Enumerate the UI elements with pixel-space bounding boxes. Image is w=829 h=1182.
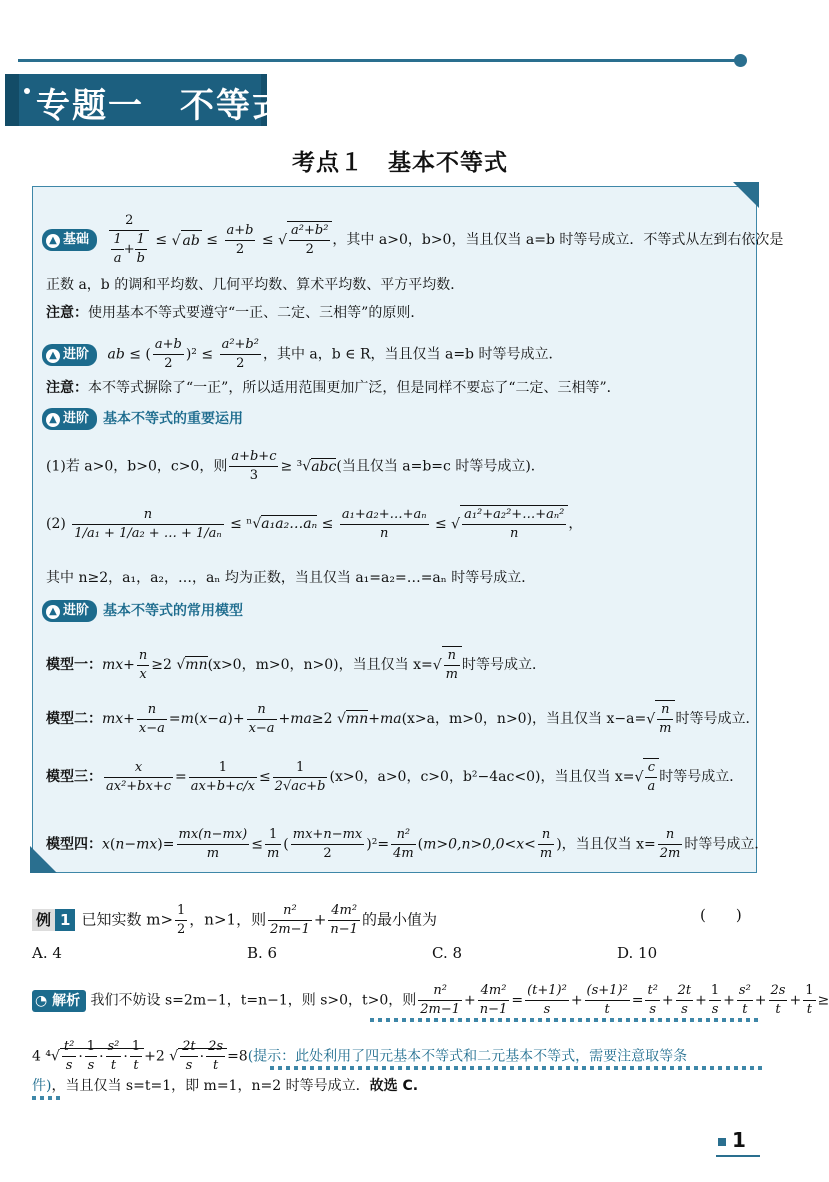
option-a: A. 4 xyxy=(32,944,62,962)
model-3-end: 时等号成立． xyxy=(659,769,744,785)
model-4-label: 模型四： xyxy=(46,836,102,853)
example-text-pre: 已知实数 m> xyxy=(81,910,174,929)
advanced-badge: ▲ 进阶 xyxy=(42,344,97,366)
item-2-prefix: (2) xyxy=(46,516,66,532)
item-1: (1)若 a>0，b>0，c>0，则 $\frac{a+b+c}{3}$ ≥ ³√abc(当且仅当 a=b=c 时等号成立)． xyxy=(46,449,545,483)
advanced-badge-3: ▲ 进阶 xyxy=(42,600,97,622)
example-text-mid: ，n>1，则 xyxy=(189,910,267,929)
model-4-end: 时等号成立． xyxy=(684,836,769,853)
emphasis-wave-3 xyxy=(32,1096,62,1100)
model-1: 模型一：mx+ $\frac{n}{x}$ ≥2 √mn(x>0，m>0，n>0)，当且仅当 x=√ $\frac{n}{m}$ 时等号成立． xyxy=(46,647,546,682)
chart-icon: ◔ xyxy=(35,992,53,1009)
item-1-prefix: (1)若 a>0，b>0，c>0，则 xyxy=(46,458,228,475)
emphasis-wave-1 xyxy=(370,1018,762,1022)
model-2: 模型二：mx+ $\frac{n}{x-a}$ =m(x−a)+ $\frac{n}{x-a}$ +ma≥2 √mn+ma(x>a，m>0，n>0)，当且仅当 x−a=√ $\frac{n}{m}$ 时等号成立． xyxy=(46,701,760,736)
item-2: (2) $\frac{n}{\text{1/a₁ + 1/a₂ + … + 1/aₙ}}$ ≤ ⁿ√a₁a₂…aₙ ≤ $\frac{\text{a₁+a₂+…+aₙ}}{n}$ ≤ √ $\frac{\text{a₁²+a₂²+…+aₙ²}}{n}$ ， xyxy=(46,506,583,541)
note-1 xyxy=(46,303,424,323)
basic-formula-line: ▲ 基础 2 $\frac{1}{a}$ + $\frac{1}{b}$ ≤ √ ab ≤ $\frac{a+b}{2}$ ≤ √ $\frac{\text{a²+b²}}{2}$ ，其中 a>0，b>0，当且仅当 a=b 时等号成立．不等式从左到右依次是 xyxy=(42,212,783,268)
item-1-suffix: (当且仅当 a=b=c 时等号成立)． xyxy=(336,458,545,475)
example-label: 例 xyxy=(32,909,55,931)
solution-hint: (提示：此处利用了四元基本不等式和二元基本不等式，需要注意取等条 xyxy=(247,1048,688,1065)
tag-icon: ▲ xyxy=(46,413,60,427)
model-4: 模型四：x(n−mx)= $\frac{mx(n-mx)}{m}$ ≤ $\frac{1}{m}$ ( $\frac{mx+n-mx}{2}$ )²= $\frac{\text{n²}}{4m}$ (m>0,n>0,0<x< $\frac{n}{m}$ )，当且仅当 x= $\frac{n}{2m}$ 时等号成立． xyxy=(46,827,769,861)
page-number: 1 xyxy=(732,1128,746,1152)
box-corner-top-right xyxy=(733,182,759,208)
model-1-text: (x>0，m>0，n>0)，当且仅当 x= xyxy=(207,657,433,673)
topic-title: 考点１ 基本不等式 xyxy=(292,150,508,176)
example-number: 1 xyxy=(55,909,75,931)
tag-icon: ▲ xyxy=(46,349,60,363)
page-number-marker xyxy=(718,1138,726,1146)
basic-text: ，其中 a>0，b>0，当且仅当 a=b 时等号成立．不等式从左到右依次是 xyxy=(332,232,784,248)
solution-text-1: 我们不妨设 s=2m−1，t=n−1，则 s>0，t>0，则 xyxy=(90,992,417,1009)
solution-hint-2: 件) xyxy=(32,1078,52,1094)
model-3-text: (x>0，a>0，c>0，b²−4ac<0)，当且仅当 x= xyxy=(329,769,635,785)
solution-answer: 故选 C. xyxy=(369,1078,419,1094)
advanced-3-heading xyxy=(42,600,243,622)
emphasis-wave-2 xyxy=(270,1066,762,1070)
note-2 xyxy=(46,378,621,398)
solution-badge: ◔ 解析 xyxy=(32,990,86,1012)
model-2-text: (x>a，m>0，n>0)，当且仅当 x−a= xyxy=(401,711,647,727)
advanced-text: ，其中 a，b ∈ R，当且仅当 a=b 时等号成立． xyxy=(262,346,563,363)
model-1-end: 时等号成立． xyxy=(461,657,546,673)
model-3-label: 模型三： xyxy=(46,769,102,785)
example-text-end: 的最小值为 xyxy=(361,910,437,929)
option-b: B. 6 xyxy=(247,944,278,962)
solution-conclusion: ，当且仅当 s=t=1，即 m=1，n=2 时等号成立． xyxy=(51,1078,370,1094)
page-number-rule xyxy=(716,1155,760,1157)
chapter-title: 专题一 不等式 xyxy=(36,86,288,126)
advanced-badge-2: ▲ 进阶 xyxy=(42,408,97,430)
advanced-formula-line: ▲ 进阶 ab ≤ ( $\frac{a+b}{2}$ )² ≤ $\frac{\text{a²+b²}}{2}$ ，其中 a，b ∈ R，当且仅当 a=b 时等号成立． xyxy=(42,336,562,373)
model-1-label: 模型一： xyxy=(46,657,102,673)
model-3: 模型三： $\frac{x}{\text{ax²+bx+c}}$ = $\frac{1}{ax+b+c/x}$ ≤ $\frac{1}{2√ac+b}$ (x>0，a>0，c>0，b²−4ac<0)，当且仅当 x=√ $\frac{c}{a}$ 时等号成立． xyxy=(46,759,744,794)
solution-line-1: ◔ 解析 我们不妨设 s=2m−1，t=n−1，则 s>0，t>0，则 $\frac{\text{n²}}{2m-1}$ + $\frac{\text{4m²}}{n-1}$ = $\frac{\text{(t+1)²}}{s}$ + $\frac{\text{(s+1)²}}{t}$ = $\frac{\text{t²}}{s}$ + $\frac{2t}{s}$ + $\frac{1}{s}$ + $\frac{\text{s²}}{t}$ + $\frac{2s}{t}$ + $\frac{1}{t}$ ≥ xyxy=(32,982,829,1019)
advanced-2-title: 基本不等式的重要运用 xyxy=(103,411,244,427)
chapter-tab-dot xyxy=(24,88,30,94)
item-2-tail: 其中 n≥2，a₁，a₂，…，aₙ 均为正数，当且仅当 a₁=a₂=…=aₙ 时等号成立． xyxy=(46,570,536,586)
note-1-text: 使用基本不等式要遵守“一正、二定、三相等”的原则． xyxy=(88,305,425,321)
option-d: D. 10 xyxy=(617,944,658,962)
model-2-end: 时等号成立． xyxy=(675,711,760,727)
advanced-2-heading xyxy=(42,408,243,430)
tag-icon: ▲ xyxy=(46,605,60,619)
solution-line-2: 4 ⁴√ $\frac{\text{t²}}{s}$ · $\frac{1}{s}$ · $\frac{\text{s²}}{t}$ · $\frac{1}{t}$ +2 √ $\frac{2t}{s}$ · $\frac{2s}{t}$ =8(提示：此处利用了四元基本不等式和二元基本不等式，需要注意取等条 xyxy=(32,1039,688,1073)
note-2-text: 本不等式摒除了“一正”，所以适用范围更加广泛，但是同样不要忘了“二定、三相等”． xyxy=(88,380,621,396)
note-2-label: 注意： xyxy=(46,380,88,396)
header-rule-dot xyxy=(734,54,747,67)
option-c: C. 8 xyxy=(432,944,463,962)
header-rule xyxy=(18,59,740,62)
chapter-tab-stripe xyxy=(5,74,19,126)
basic-text-2: 正数 a，b 的调和平均数、几何平均数、算术平均数、平方平均数． xyxy=(46,277,465,293)
model-2-label: 模型二： xyxy=(46,711,102,727)
harmonic-mean: 2 $\frac{1}{a}$ + $\frac{1}{b}$ xyxy=(109,212,149,268)
tag-icon: ▲ xyxy=(46,234,60,248)
model-4-text: ，当且仅当 x= xyxy=(561,836,656,853)
example-question: 例 1 已知实数 m> $\frac{1}{2}$ ，n>1，则 $\frac{\text{n²}}{2m-1}$ + $\frac{\text{4m²}}{n-1}$ 的最小值为 xyxy=(32,902,437,939)
advanced-3-title: 基本不等式的常用模型 xyxy=(103,603,244,619)
note-1-label: 注意： xyxy=(46,305,88,321)
solution-line-3 xyxy=(32,1076,418,1096)
answer-bracket: ( ) xyxy=(700,906,742,924)
basic-badge: ▲ 基础 xyxy=(42,229,97,251)
